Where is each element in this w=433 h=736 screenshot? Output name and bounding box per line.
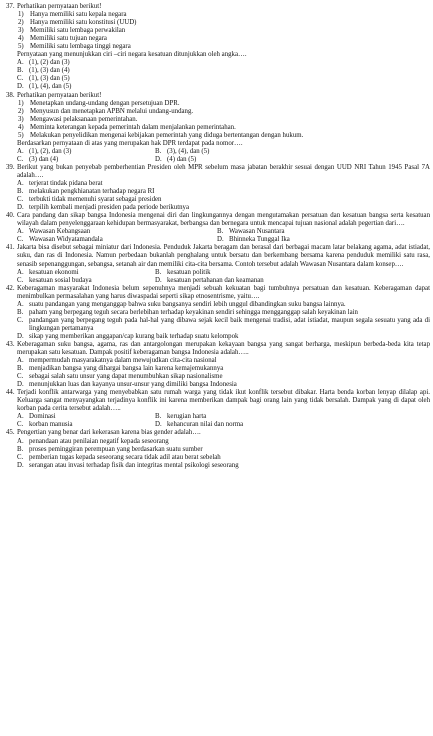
question-number: 44. xyxy=(6,389,15,397)
question-number: 45. xyxy=(6,429,15,437)
options-grid xyxy=(17,148,430,164)
option-c[interactable]: C. pandangan yang berpegang teguh pada hal-hal yang dibawa sejak kecil baik mengenai tradisi, adat istiadat, maupun segala sesuatu yang ada di lingkungan pertamanya xyxy=(17,316,430,332)
option-d[interactable]: D. Bhinneka Tunggal Ika xyxy=(217,236,290,244)
question-number: 41. xyxy=(6,244,15,252)
option-b[interactable]: B. melakukan pengkhianatan terhadap negara RI xyxy=(17,188,155,196)
options-grid xyxy=(17,413,430,429)
option-a[interactable]: A. (1), (2) dan (3) xyxy=(17,59,70,67)
option-d[interactable]: D. terpilih kembali menjadi presiden pada periode berikutnya xyxy=(17,204,190,212)
question-stem: Keberagaman masyarakat Indonesia belum sepenuhnya menjadi sebuah kekuatan bagi tumbuhnya persatuan dan kesatuan. Keberagaman dapat menimbulkan permasalahan yang harus diwaspadai seperti sikap etnosentrisme, yaitu…. xyxy=(17,284,430,300)
question-intro: Perhatikan pernyataan berikut! xyxy=(17,91,102,99)
question-44 xyxy=(6,389,430,429)
option-d[interactable]: D. kesatuan pertahanan dan keamanan xyxy=(155,276,264,284)
option-c[interactable]: C. pemberian tugas kepada seseorang secara tidak adil atau berat sebelah xyxy=(17,453,221,461)
option-a[interactable]: A. mempermudah masyarakatnya dalam mewujudkan cita-cita nasional xyxy=(17,357,217,365)
question-38 xyxy=(6,92,430,164)
option-a[interactable]: A. Dominasi xyxy=(17,413,56,421)
option-a[interactable]: A. suatu pandangan yang menganggap bahwa suku bangsanya sendiri lebih unggul dibandingkan suku bangsa lainnya. xyxy=(17,300,346,308)
option-b[interactable]: B. (1), (3) dan (4) xyxy=(17,67,70,75)
question-stem: Pengertian yang benar dari kekerasan karena bias gender adalah…. xyxy=(17,429,201,437)
option-a[interactable]: A. (1), (2), dan (3) xyxy=(17,147,72,155)
statement-item: 3) Memiliki satu lembaga perwakilan xyxy=(18,27,126,35)
question-stem: Berikut yang bukan penyebab pemberhentian Presiden oleh MPR sebelum masa jabatan berakhir sesuai dengan UUD NRI Tahun 1945 Pasal 7A adalah…. xyxy=(17,163,430,179)
option-a[interactable]: A. penandaan atau penilaian negatif kepada seseorang xyxy=(17,437,169,445)
option-c[interactable]: C. (1), (3) dan (5) xyxy=(17,75,70,83)
question-45 xyxy=(6,429,430,469)
question-number: 40. xyxy=(6,212,15,220)
question-40 xyxy=(6,212,430,244)
question-42 xyxy=(6,285,430,341)
question-stem: Berdasarkan pernyataan di atas yang merupakan hak DPR terdapat pada nomor…. xyxy=(17,139,243,147)
option-c[interactable]: C. Wawasan Widyatamandala xyxy=(17,236,103,244)
option-a[interactable]: A. kesatuan ekonomi xyxy=(17,268,79,276)
question-number: 38. xyxy=(6,91,15,99)
option-d[interactable]: D. serangan atau invasi terhadap fisik dan integritas mental psikologi seseorang xyxy=(17,461,239,469)
option-d[interactable]: D. menunjukkan luas dan kayanya unsur-unsur yang dimiliki bangsa Indonesia xyxy=(17,381,237,389)
option-b[interactable]: B. menjadikan bangsa yang dihargai bangsa lain karena kemajemukannya xyxy=(17,365,224,373)
question-stem: Cara pandang dan sikap bangsa Indonesia mengenai diri dan lingkungannya dengan mengutamakan persatuan dan kesatuan bangsa serta kesatuan wilayah dalam penyelenggaraan kehidupan bermasyarakat, berbangsa dan bernegara untuk mencapai tujuan nasional adalah pegertian dari…. xyxy=(17,212,430,228)
statement-item: 5) Melakukan penyelidikan mengenai kebijakan pemerintah yang diduga bertentangan dengan hukum. xyxy=(18,131,304,139)
question-stem: Keberagaman suku bangsa, agama, ras dan antargolongan merupakan kekayaan bangsa yang sangat berharga, meskipun berbeda-beda kita tetap merupakan satu kesatuan. Dampak positif keberagaman bangsa Indonesia adalah….. xyxy=(17,340,430,357)
option-b[interactable]: B. paham yang berpegang teguh secara berlebihan terhadap keyakinan sendiri sehingga mengganggap salah keyakinan lain xyxy=(17,308,358,316)
options-grid xyxy=(17,228,430,244)
question-43 xyxy=(6,341,430,389)
statement-item: 4) Memiliki satu tujuan negara xyxy=(18,35,107,43)
statement-item: 5) Memiliki satu lembaga tinggi negara xyxy=(18,43,131,51)
question-stem: Terjadi konflik antarwarga yang menyebabkan satu rumah warga yang tidak ikut konflik tersebut dibakar. Harta benda korban lenyap dilalap api. Keluarga sangat menyayangkan terjadinya konflik ini karena memberikan dampak bagi orang lain yang tidak bersalah. Dampak yang di dapat oleh korban pada cerita tersebut adalah….. xyxy=(17,389,430,413)
option-b[interactable]: B. kerugian harta xyxy=(155,413,207,421)
question-stem: Pernyataan yang menunjukkan ciri –ciri negara kesatuan ditunjukkan oleh angka…. xyxy=(17,51,247,59)
question-39 xyxy=(6,164,430,212)
question-number: 43. xyxy=(6,340,15,348)
option-d[interactable]: D. sikap yang memberikan anggapan/cap kurang baik terhadap suatu kelompok xyxy=(17,332,239,340)
option-c[interactable]: C. korban manusia xyxy=(17,421,73,429)
option-b[interactable]: B. Wawasan Nusantara xyxy=(217,228,285,236)
option-a[interactable]: A. Wawasan Kebangsaan xyxy=(17,228,91,236)
option-c[interactable]: C. kesatuan sosial budaya xyxy=(17,276,92,284)
statement-item: 1) Menetapkan undang-undang dengan persetujuan DPR. xyxy=(18,99,180,107)
option-c[interactable]: C. sebagai salah satu unsur yang dapat menumbuhkan sikap nasionalisme xyxy=(17,373,223,381)
statement-item: 1) Hanya memiliki satu kepala negara xyxy=(18,11,127,19)
option-a[interactable]: A. terjerat tindak pidana berat xyxy=(17,180,103,188)
option-d[interactable]: D. (1), (4), dan (5) xyxy=(17,83,72,91)
statement-item: 2) Menyusun dan menetapkan APBN melalui undang-undang. xyxy=(18,107,194,115)
statement-item: 2) Hanya memiliki satu konstitusi (UUD) xyxy=(18,19,137,27)
options-grid xyxy=(17,269,430,285)
question-intro: Perhatikan pernyataan berikut! xyxy=(17,3,102,10)
question-number: 39. xyxy=(6,163,15,171)
question-41 xyxy=(6,244,430,284)
question-number: 42. xyxy=(6,284,15,292)
question-number: 37. xyxy=(6,3,15,10)
option-c[interactable]: C. terbukti tidak memenuhi syarat sebagai presiden xyxy=(17,196,162,204)
option-b[interactable]: B. kesatuan politik xyxy=(155,268,211,276)
option-b[interactable]: B. (3), (4), dan (5) xyxy=(155,147,210,155)
question-stem: Jakarta bisa disebut sebagai miniatur dari Indonesia. Penduduk Jakarta beragam dan berasal dari berbagai macam latar belakang agama, adat istiadat, suku, dan ras di Indonesia. Namun perbedaan bukanlah penghalang untuk bersatu dan berkembang bersama karena penduduk memiliki satu rasa, senasib sepenanggungan, sebangsa, setanah air dan memiliki cita-cita bersama. Contoh tersebut adalah Wawasan Nusantara dalam konsep…. xyxy=(17,244,430,268)
question-37 xyxy=(6,3,430,92)
statement-item: 4) Meminta keterangan kepada pemerintah dalam menjalankan pemerintahan. xyxy=(18,123,236,131)
option-d[interactable]: D. (4) dan (5) xyxy=(155,155,197,163)
option-c[interactable]: C. (3) dan (4) xyxy=(17,155,59,163)
statement-item: 3) Mengawasi pelaksanaan pemerintahan. xyxy=(18,115,138,123)
option-b[interactable]: B. proses peminggiran perempuan yang berdasarkan suatu sumber xyxy=(17,445,203,453)
option-d[interactable]: D. kehancuran nilai dan norma xyxy=(155,421,244,429)
